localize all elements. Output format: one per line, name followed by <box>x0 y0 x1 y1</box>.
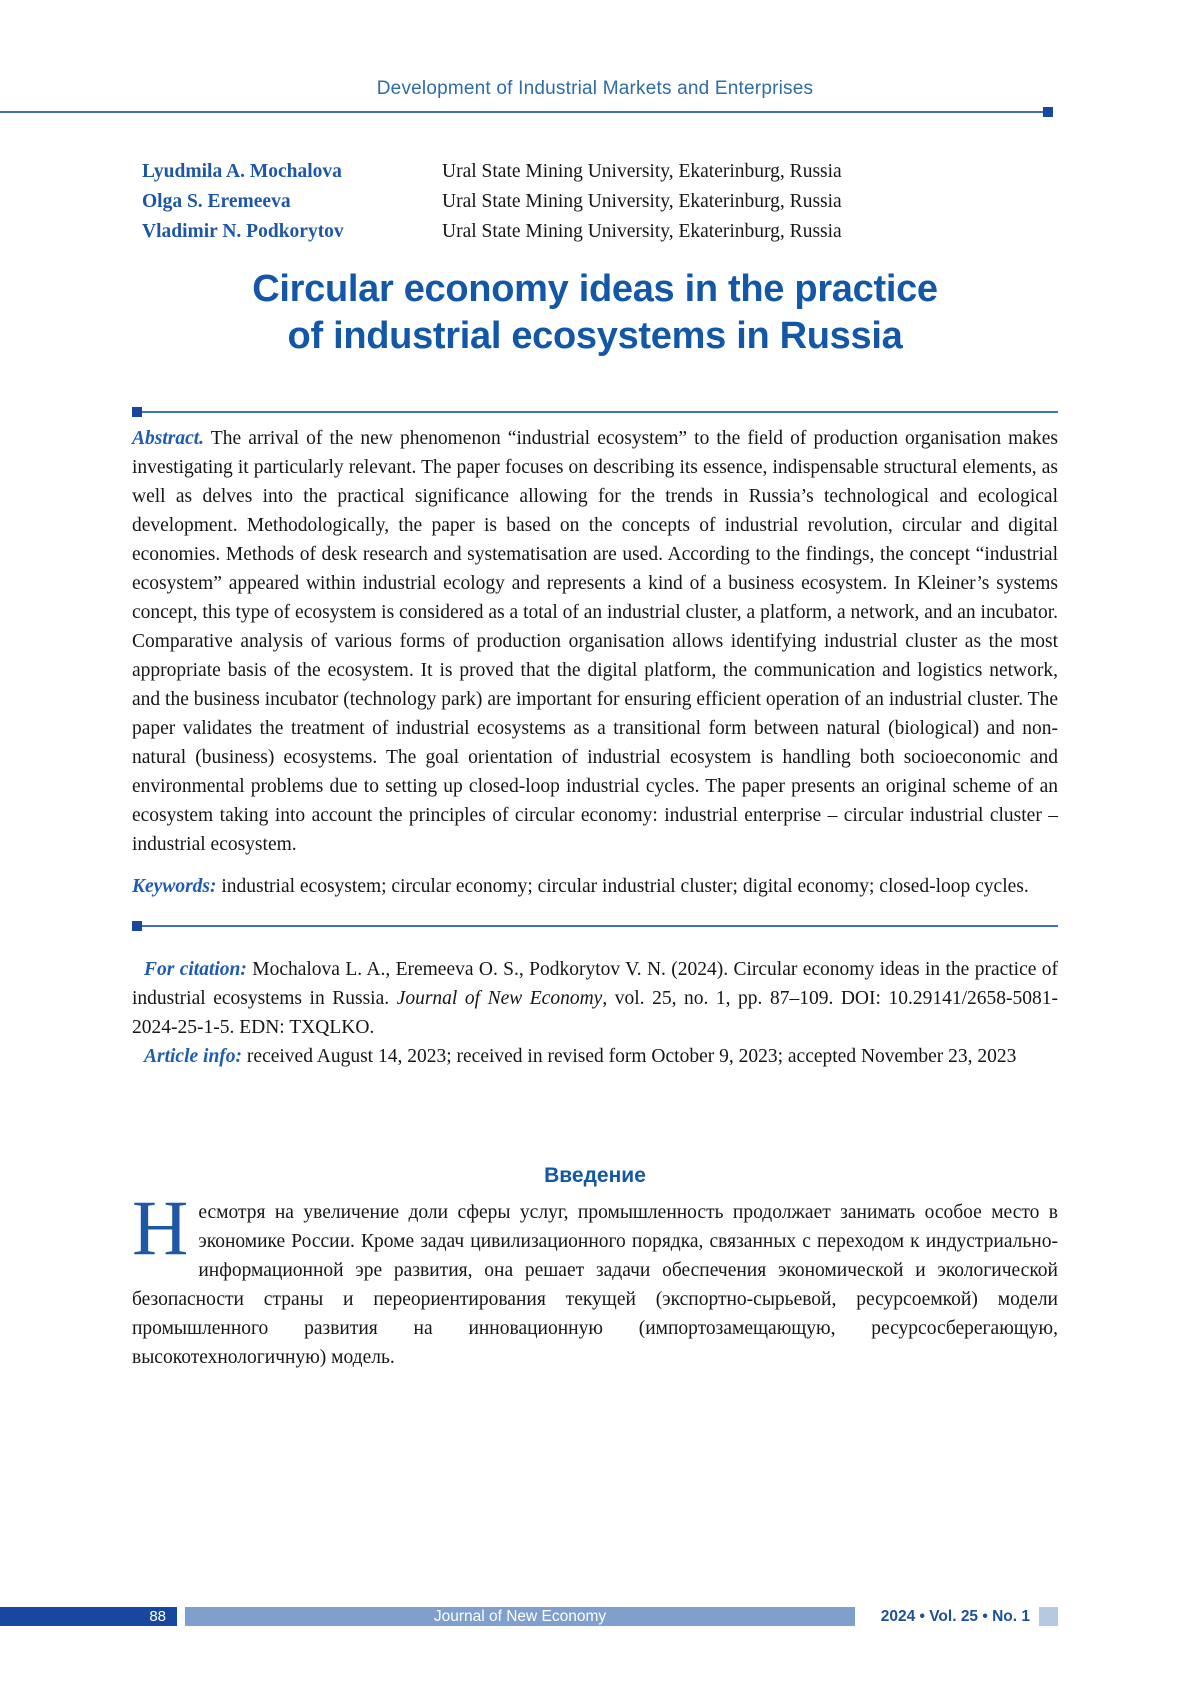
author-row <box>142 157 1068 187</box>
article-info-label: Article info: <box>144 1046 243 1067</box>
author-row <box>142 217 1068 247</box>
article-info-text: received August 14, 2023; received in revised form October 9, 2023; accepted November 23, 2023 <box>246 1046 1017 1067</box>
running-head: Development of Industrial Markets and Enterprises <box>376 78 814 99</box>
citation-paragraph <box>132 955 1058 1042</box>
author-affiliation: Ural State Mining University, Ekaterinburg, Russia <box>442 161 842 182</box>
abstract-label: Abstract. <box>132 428 205 449</box>
footer-page-number-bar: 88 <box>0 1607 177 1626</box>
keywords-paragraph <box>132 872 1058 901</box>
article-title-line2: of industrial ecosystems in Russia <box>287 315 903 357</box>
abstract-text: The arrival of the new phenomenon “industrial ecosystem” to the field of production organisation makes investigating it particularly relevant. The paper focuses on describing its essence, indispensable structural elements, as well as delves into the practical significance allowing for the trends in Russia’s technological and ecological development. Methodologically, the paper is based on the concepts of industrial revolution, circular and digital economies. Methods of desk research and systematisation are used. According to the findings, the concept “industrial ecosystem” appeared within industrial ecology and represents a kind of a business ecosystem. In Kleiner’s systems concept, this type of ecosystem is considered as a total of an industrial cluster, a platform, a network, and an incubator. Comparative analysis of various forms of production organisation allows identifying industrial cluster as the most appropriate basis of the ecosystem. It is proved that the digital platform, the communication and logistics network, and the business incubator (technology park) are important for ensuring efficient operation of an industrial cluster. The paper validates the treatment of industrial ecosystems as a transitional form between natural (biological) and non-natural (business) ecosystems. The goal orientation of industrial ecosystem is handling both socioeconomic and environmental problems due to setting up closed-loop industrial cycles. The paper presents an original scheme of an ecosystem taking into account the principles of circular economy: industrial enterprise – circular industrial cluster – industrial ecosystem. <box>132 428 1058 855</box>
author-name: Vladimir N. Podkorytov <box>142 221 344 242</box>
article-info-paragraph <box>132 1042 1058 1071</box>
author-name: Lyudmila A. Mochalova <box>142 161 342 182</box>
author-affiliation: Ural State Mining University, Ekaterinburg, Russia <box>442 191 842 212</box>
rule-start-square <box>132 407 142 417</box>
abstract-paragraph <box>132 424 1058 859</box>
authors-block <box>142 157 1068 247</box>
keywords-bottom-rule <box>132 921 1058 931</box>
dropcap-letter: Н <box>132 1184 189 1271</box>
rule-start-square <box>132 921 142 931</box>
article-title <box>132 266 1058 360</box>
author-affiliation: Ural State Mining University, Ekaterinburg, Russia <box>442 221 842 242</box>
citation-text-after-journal: , vol. 25, no. 1, pp. 87–109. DOI: 10.29141/2658-5081-2024-25-1-5. EDN: TXQLKO. <box>132 988 1058 1038</box>
introduction-paragraph <box>132 1184 1058 1372</box>
rule-line <box>132 925 1058 927</box>
article-body <box>132 424 1058 1372</box>
citation-text-before-journal: Mochalova L. A., Eremeeva O. S., Podkorytov V. N. (2024). Circular economy ideas in the practice of industrial ecosystems in Russia. <box>132 959 1058 1009</box>
footer-journal-name-bar: Journal of New Economy <box>185 1607 855 1626</box>
author-row <box>142 187 1068 217</box>
introduction-heading: Введение <box>544 1164 646 1187</box>
for-citation-label: For citation: <box>144 959 247 980</box>
author-name: Olga S. Eremeeva <box>142 191 291 212</box>
article-title-line1: Circular economy ideas in the practice <box>252 268 938 310</box>
citation-journal-name: Journal of New Economy <box>396 988 603 1009</box>
rule-line <box>132 411 1058 413</box>
keywords-text: industrial ecosystem; circular economy; circular industrial cluster; digital economy; closed-loop cycles. <box>221 876 1029 897</box>
footer-issue-info: 2024 • Vol. 25 • No. 1 <box>880 1608 1030 1625</box>
header-rule-end-square <box>1043 107 1053 117</box>
abstract-top-rule <box>132 407 1058 417</box>
header-rule <box>0 111 1048 113</box>
footer-decorative-square <box>1039 1607 1058 1626</box>
introduction-text: есмотря на увеличение доли сферы услуг, промышленность продолжает занимать особое место в экономике России. Кроме задач цивилизационного порядка, связанных с переходом к индустриально-информационной эре развития, она решает задачи обеспечения экономической и экологической безопасности страны и переориентирования текущей (экспортно-сырьевой, ресурсоемкой) модели промышленного развития на инновационную (импортозамещающую, ресурсосберегающую, высокотехнологичную) модель. <box>132 1202 1058 1368</box>
keywords-label: Keywords: <box>132 876 217 897</box>
